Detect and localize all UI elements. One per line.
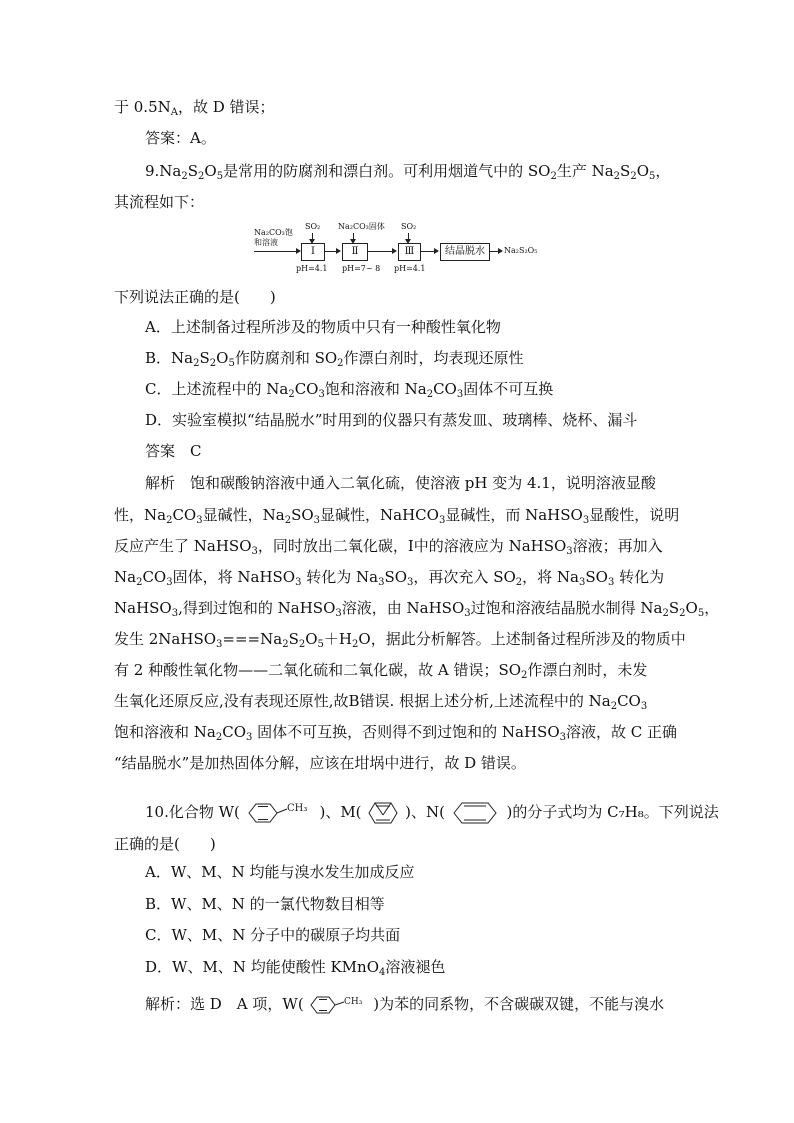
ph-label-2: pH=7~ 8	[342, 264, 381, 273]
process-flow-diagram	[252, 218, 552, 278]
q9-explanation-line: 发生 $2NaHSO_3===Na_2S_2O_5+H_2O$，据此分析解答。上述制备过程所涉及的物质中	[114, 630, 686, 650]
stage-1-box: Ⅰ	[301, 243, 325, 261]
q10-option-d: D．W、M、N 均能使酸性 KMnO$_4$溶液褪色	[145, 958, 446, 978]
q9-prompt: 下列说法正确的是( )	[114, 288, 276, 306]
q9-option-a: A．上述制备过程所涉及的物质中只有一种酸性氧化物	[145, 318, 501, 336]
q10-explanation: 解析：选 D A 项，W( CH₃ )为苯的同系物，不含碳碳双键，不能与溴水	[145, 991, 664, 1017]
product-label: Na₂S₂O₅	[504, 246, 538, 255]
so2-label-2: SO₂	[401, 222, 417, 231]
q9-option-c: C．上述流程中的 $Na_2CO_3$饱和溶液和 $Na_2CO_3$固体不可互换	[145, 380, 554, 400]
q9-answer: 答案 C	[145, 442, 202, 460]
cycloheptatriene-structure	[450, 799, 502, 827]
bicyclic-diene-structure	[366, 799, 400, 827]
ph-label-3: pH=4.1	[394, 264, 426, 273]
crystallize-box: 结晶脱水	[440, 243, 490, 261]
prev-line: 于 $0.5N_A$，故 D 错误；	[114, 98, 275, 118]
q9-explanation-line: NaHSO$_3$,得到过饱和的 NaHSO$_3$溶液，由 NaHSO$_3$过饱和溶液结晶脱水制得 $Na_2S_2O_5$，	[114, 599, 720, 619]
q10-option-a: A．W、M、N 均能与溴水发生加成反应	[145, 863, 415, 881]
q9-explanation-line: 有 2 种酸性氧化物——二氧化硫和二氧化碳，故 A 错误；$SO_2$作漂白剂时，未发	[114, 661, 648, 681]
svg-text:CH₃: CH₃	[286, 803, 308, 814]
svg-text:CH₃: CH₃	[344, 997, 363, 1007]
q10-stem: 10.化合物 W( CH₃ )、M( )、N( )的分子式均为 C₇H₈。下列说法	[145, 797, 719, 827]
q9-explanation-line: $Na_2CO_3$固体，将 NaHSO$_3$ 转化为 $Na_3SO_3$，再次充入 $SO_2$，将 $Na_3SO_3$ 转化为	[114, 568, 665, 588]
q9-explanation-line: 饱和溶液和 $Na_2CO_3$ 固体不可互换，否则得不到过饱和的 NaHSO$_3$溶液，故 C 正确	[114, 723, 678, 743]
feed-label: Na₂CO₃饱 和溶液	[254, 228, 293, 247]
so2-label-1: SO₂	[305, 222, 321, 231]
q9-stem-cont: 其流程如下：	[114, 193, 205, 211]
q10-option-c: C．W、M、N 分子中的碳原子均共面	[145, 926, 401, 944]
ph-label-1: pH=4.1	[296, 264, 328, 273]
toluene-structure	[245, 799, 315, 827]
prev-answer: 答案：A。	[145, 129, 216, 147]
q9-explanation-line: 解析 饱和碳酸钠溶液中通入二氧化硫，使溶液 pH 变为 4.1，说明溶液显酸	[145, 474, 656, 492]
q9-explanation-line: 性，$Na_2CO_3$显碱性，$Na_2SO_3$显碱性，NaHCO$_3$显碱性，而 NaHSO$_3$显酸性，说明	[114, 506, 680, 526]
q9-explanation-line: 反应产生了 NaHSO$_3$，同时放出二氧化碳，Ⅰ中的溶液应为 NaHSO$_3$溶液；再加入	[114, 537, 663, 557]
q9-stem: $9.Na_2S_2O_5$是常用的防腐剂和漂白剂。可利用烟道气中的 $SO_2$生产 $Na_2S_2O_5$，	[145, 162, 671, 182]
q9-option-b: B．$Na_2S_2O_5$作防腐剂和 $SO_2$作漂白剂时，均表现还原性	[145, 349, 524, 369]
q9-explanation-line: “结晶脱水”是加热固体分解，应该在坩埚中进行，故 D 错误。	[114, 754, 526, 772]
stage-2-box: Ⅱ	[342, 243, 368, 261]
q9-option-d: D．实验室模拟“结晶脱水”时用到的仪器只有蒸发皿、玻璃棒、烧杯、漏斗	[145, 411, 638, 429]
solid-label: Na₂CO₃固体	[338, 222, 385, 231]
stage-3-box: Ⅲ	[398, 243, 421, 261]
q10-option-b: B．W、M、N 的一氯代物数目相等	[145, 895, 385, 913]
q10-stem-cont: 正确的是( )	[114, 835, 216, 853]
toluene-structure	[308, 993, 368, 1017]
q9-explanation-line: 生氧化还原反应,没有表现还原性,故B错误. 根据上述分析,上述流程中的 $Na_2CO_3$	[114, 692, 648, 712]
